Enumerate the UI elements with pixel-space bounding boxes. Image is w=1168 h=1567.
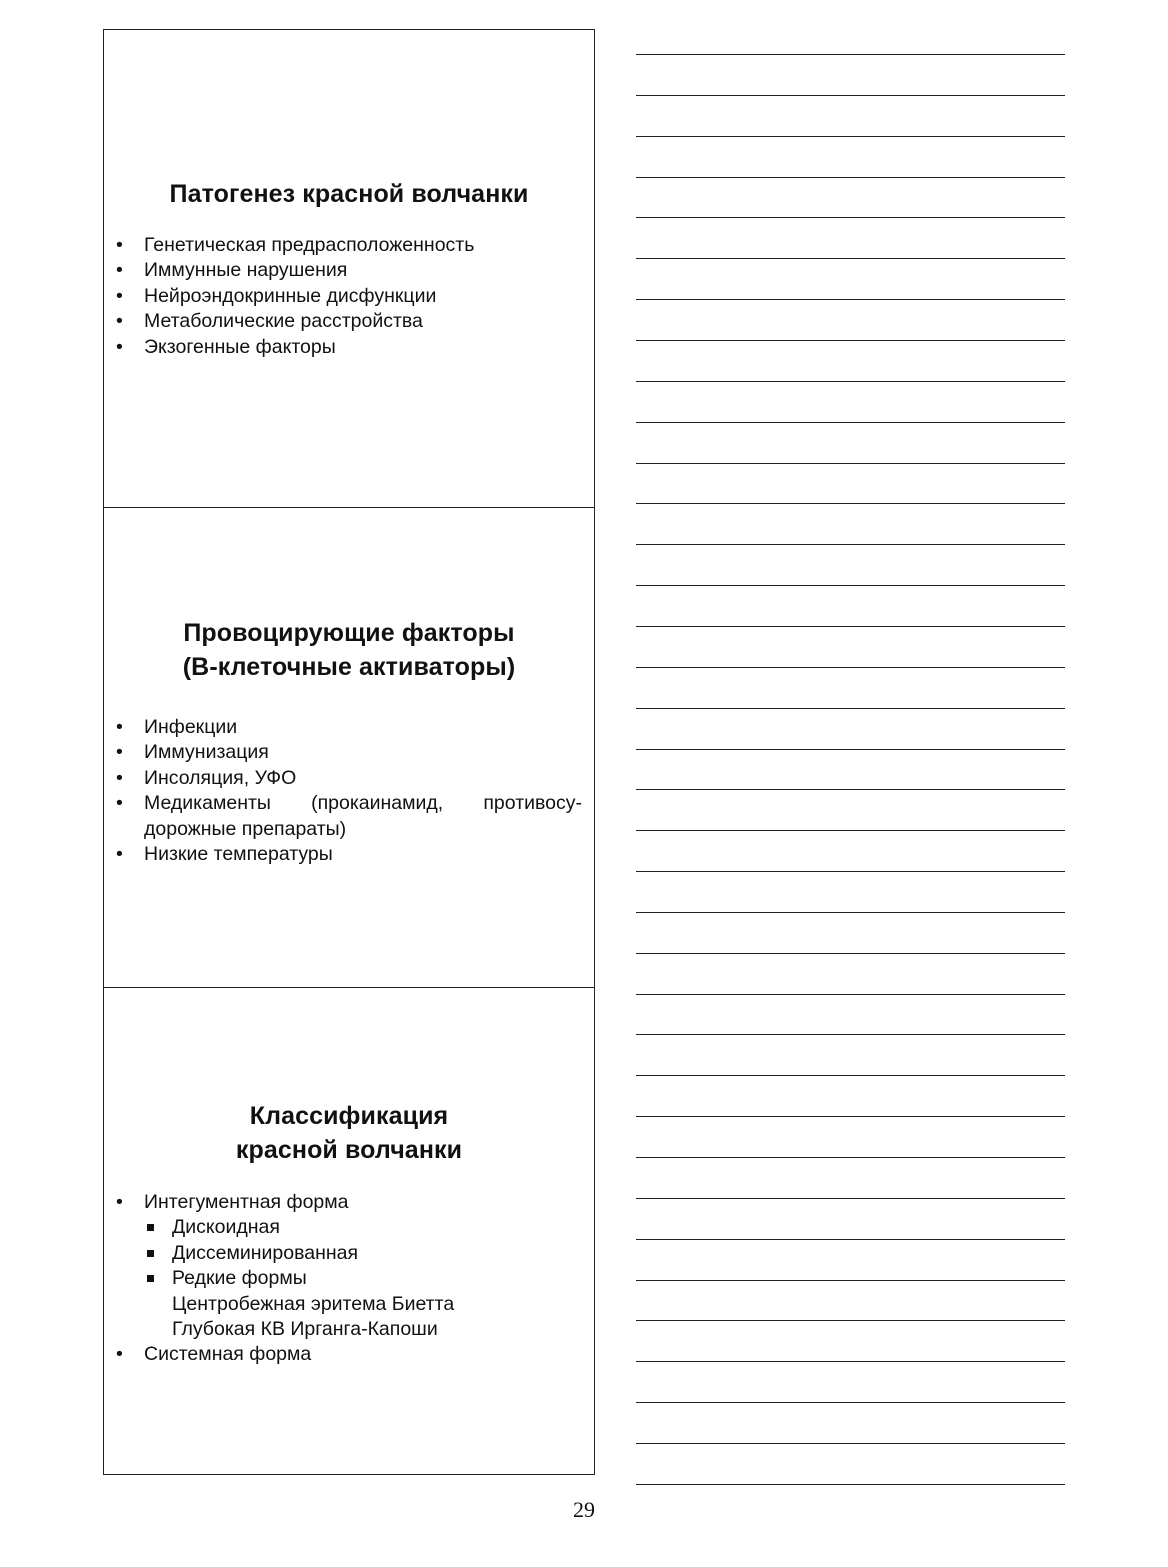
ruled-line [636,1484,1065,1485]
slide-classification [104,987,594,1476]
ruled-line [636,585,1065,586]
ruled-line [636,177,1065,178]
ruled-line [636,422,1065,423]
list-item: • Инфекции [116,715,582,740]
ruled-line [636,217,1065,218]
ruled-line [636,54,1065,55]
ruled-line [636,1116,1065,1117]
slide-title-line: Классификация [249,1102,449,1130]
ruled-line [636,95,1065,96]
ruled-line [636,1320,1065,1321]
slide-title [104,1099,594,1167]
slide-title [104,177,594,211]
ruled-line [636,1443,1065,1444]
list-item: • Метаболические расстройства [116,309,582,334]
bullet-list [116,715,582,867]
list-item: • Экзогенные факторы [116,335,582,360]
bullet-list [116,1190,582,1368]
slide-title-line: красной волчанки [235,1136,463,1164]
list-item-label: Интегументная форма [144,1191,349,1213]
list-item [116,1190,582,1342]
ruled-line [636,749,1065,750]
slides-panel [103,29,595,1475]
slide-title [104,616,594,684]
ruled-line [636,667,1065,668]
slide-title-line: Провоцирующие факторы [183,619,515,647]
ruled-line [636,1280,1065,1281]
list-item: • Генетическая предрасположенность [116,233,582,258]
ruled-line [636,953,1065,954]
ruled-line [636,340,1065,341]
ruled-line [636,1239,1065,1240]
ruled-line [636,258,1065,259]
ruled-line [636,1157,1065,1158]
page-number: 29 [573,1497,595,1522]
sub-list-item [144,1266,582,1342]
ruled-line [636,626,1065,627]
ruled-line [636,1034,1065,1035]
list-item: • Иммунизация [116,740,582,765]
list-item: • Низкие температуры [116,842,582,867]
ruled-line [636,708,1065,709]
ruled-line [636,1198,1065,1199]
ruled-line [636,299,1065,300]
sub-list-item: Диссеминированная [144,1241,582,1266]
ruled-line [636,463,1065,464]
ruled-line [636,871,1065,872]
slide-title-line: Патогенез красной волчанки [169,180,529,208]
sub-list [144,1215,582,1342]
ruled-line [636,1402,1065,1403]
list-item: • Нейроэндокринные дисфункции [116,284,582,309]
slide-pathogenesis [104,30,594,507]
rare-form-line: Центробежная эритема Биетта [172,1292,455,1315]
ruled-line [636,1075,1065,1076]
ruled-line [636,912,1065,913]
list-item: • Иммунные нарушения [116,258,582,283]
ruled-line [636,136,1065,137]
rare-form-line: Глубокая КВ Ирганга-Капоши [172,1318,438,1341]
bullet-list [116,233,582,360]
ruled-line [636,830,1065,831]
slide-title-line: (В-клеточные активаторы) [182,653,516,681]
ruled-line [636,1361,1065,1362]
ruled-line [636,381,1065,382]
ruled-line [636,503,1065,504]
notes-ruled-lines [636,0,1065,1500]
ruled-line [636,994,1065,995]
list-item: • Инсоляция, УФО [116,766,582,791]
ruled-line [636,789,1065,790]
list-item: • Системная форма [116,1342,582,1367]
sub-list-item: Дискоидная [144,1215,582,1240]
list-item: • Медикаменты (прокаинамид, противосу-дорожные препараты) [116,791,582,842]
slide-provoking-factors [104,507,594,987]
sub-list-item-label: Редкие формы [172,1267,307,1290]
ruled-line [636,544,1065,545]
